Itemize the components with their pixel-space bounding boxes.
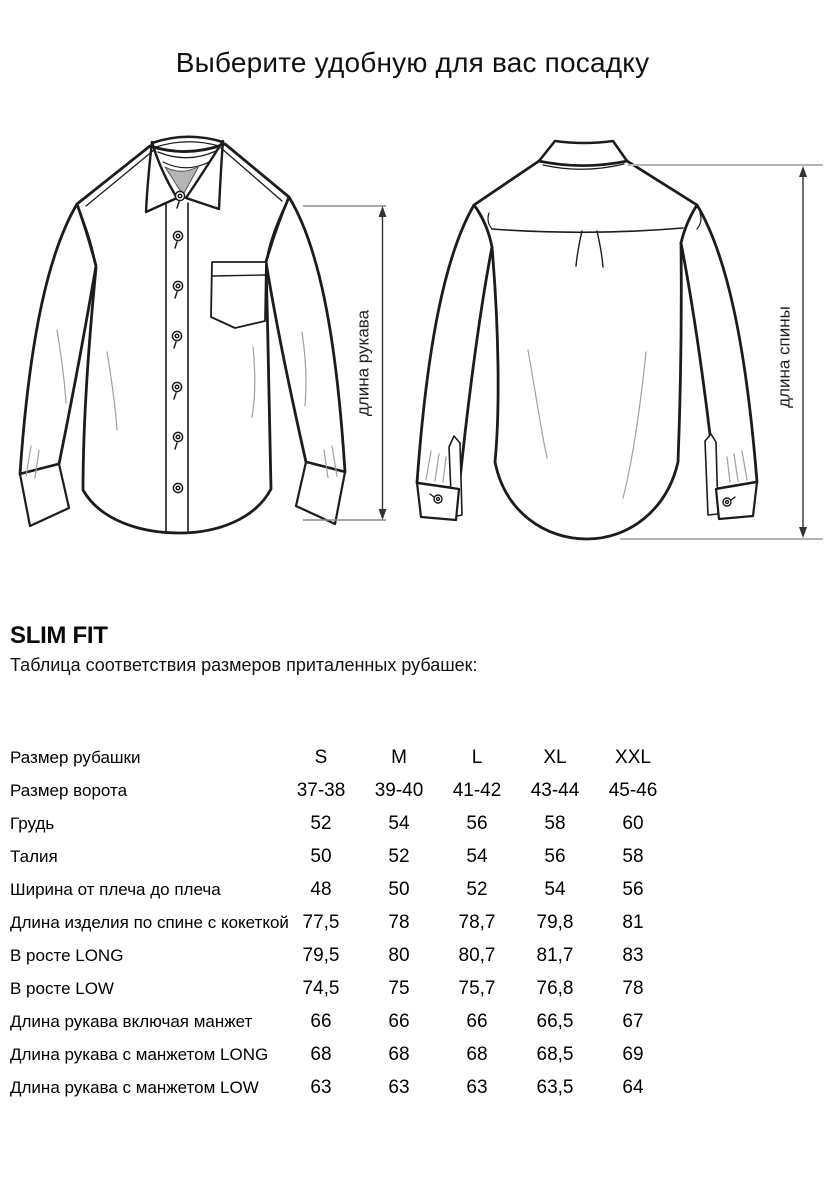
- row-value: 64: [622, 1077, 644, 1098]
- row-value: 37-38: [296, 780, 346, 801]
- row-value: 68,5: [536, 1044, 574, 1065]
- row-value: 56: [622, 879, 644, 900]
- row-value: 48: [310, 879, 332, 900]
- row-value: 66: [388, 1011, 410, 1032]
- row-label: Ширина от плеча до плеча: [10, 880, 221, 899]
- table-row: [10, 972, 672, 1005]
- row-value: 52: [388, 846, 410, 867]
- row-value: 76,8: [536, 978, 574, 999]
- row-value: 54: [544, 879, 566, 900]
- row-label: Грудь: [10, 814, 55, 833]
- row-value: 43-44: [530, 780, 580, 801]
- row-value: XXL: [615, 747, 651, 768]
- table-row: [10, 1005, 672, 1038]
- front-collar-fold-inner: [156, 142, 219, 147]
- back-right-sleeve: [681, 205, 757, 489]
- row-value: 79,5: [302, 945, 340, 966]
- table-row: [10, 1071, 672, 1104]
- row-label: Длина рукава включая манжет: [10, 1012, 253, 1031]
- row-value: 50: [388, 879, 410, 900]
- row-value: 81: [622, 912, 644, 933]
- arrow-up-icon: [799, 166, 807, 177]
- back-right-sleeve-placket: [705, 434, 718, 515]
- row-value: 75: [388, 978, 410, 999]
- row-value: 68: [310, 1044, 332, 1065]
- row-value: 79,8: [536, 912, 574, 933]
- table-row: [10, 741, 672, 774]
- row-value: 50: [310, 846, 332, 867]
- row-value: L: [471, 747, 483, 768]
- arrow-down-icon: [799, 527, 807, 538]
- arrow-up-icon: [379, 206, 387, 217]
- row-value: 63,5: [536, 1077, 574, 1098]
- row-value: 66,5: [536, 1011, 574, 1032]
- front-pocket: [211, 262, 266, 328]
- row-value: M: [391, 747, 407, 768]
- row-label: Размер ворота: [10, 781, 128, 800]
- arrow-down-icon: [379, 509, 387, 520]
- back-body: [474, 161, 697, 539]
- row-value: 80: [388, 945, 410, 966]
- row-value: S: [314, 747, 328, 768]
- button: [173, 483, 182, 492]
- row-value: 68: [466, 1044, 488, 1065]
- row-value: 74,5: [302, 978, 340, 999]
- row-value: 78: [622, 978, 644, 999]
- table-row: [10, 906, 672, 939]
- page-title: Выберите удобную для вас посадку: [175, 47, 650, 78]
- row-value: 78: [388, 912, 410, 933]
- row-value: 69: [622, 1044, 644, 1065]
- table-row: [10, 873, 672, 906]
- table-row: [10, 774, 672, 807]
- row-value: 54: [466, 846, 488, 867]
- row-value: 63: [310, 1077, 332, 1098]
- back-collar: [539, 141, 627, 166]
- table-row: [10, 1038, 672, 1071]
- row-value: 56: [466, 813, 488, 834]
- row-label: В росте LOW: [10, 979, 114, 998]
- row-value: 56: [544, 846, 566, 867]
- row-value: 41-42: [452, 780, 502, 801]
- row-value: 45-46: [608, 780, 658, 801]
- row-value: 67: [622, 1011, 644, 1032]
- row-value: 63: [388, 1077, 410, 1098]
- shirt-back-drawing: [417, 141, 757, 539]
- table-caption: Таблица соответствия размеров приталенных рубашек:: [10, 655, 478, 675]
- row-value: 39-40: [374, 780, 424, 801]
- row-value: 58: [544, 813, 566, 834]
- row-value: 78,7: [458, 912, 496, 933]
- sleeve-length-label: длина рукава: [353, 309, 373, 417]
- row-label: Длина рукава с манжетом LONG: [10, 1045, 269, 1064]
- front-right-cuff: [296, 462, 345, 524]
- row-value: 81,7: [536, 945, 574, 966]
- front-pocket-seam: [212, 275, 266, 276]
- table-row: [10, 807, 672, 840]
- row-label: Длина рукава с манжетом LOW: [10, 1078, 259, 1097]
- row-value: XL: [543, 747, 567, 768]
- table-row: [10, 939, 672, 972]
- table-row: [10, 840, 672, 873]
- row-value: 75,7: [458, 978, 496, 999]
- shirt-front-drawing: [20, 137, 345, 533]
- row-value: 77,5: [302, 912, 340, 933]
- row-value: 66: [310, 1011, 332, 1032]
- back-length-label: длина спины: [774, 306, 794, 408]
- row-value: 52: [310, 813, 332, 834]
- front-left-cuff: [20, 464, 69, 526]
- row-value: 52: [466, 879, 488, 900]
- fit-heading: SLIM FIT: [10, 622, 108, 649]
- back-right-cuff: [716, 482, 757, 519]
- row-value: 54: [388, 813, 410, 834]
- row-value: 80,7: [458, 945, 496, 966]
- front-right-sleeve: [266, 197, 345, 472]
- row-label: В росте LONG: [10, 946, 124, 965]
- row-label: Талия: [10, 847, 58, 866]
- row-label: Длина изделия по спине с кокеткой: [10, 913, 289, 932]
- row-value: 60: [622, 813, 644, 834]
- row-label: Размер рубашки: [10, 748, 141, 767]
- row-value: 68: [388, 1044, 410, 1065]
- row-value: 66: [466, 1011, 488, 1032]
- row-value: 63: [466, 1077, 488, 1098]
- row-value: 83: [622, 945, 644, 966]
- size-table: [10, 741, 672, 1104]
- row-value: 58: [622, 846, 644, 867]
- front-body: [77, 144, 289, 533]
